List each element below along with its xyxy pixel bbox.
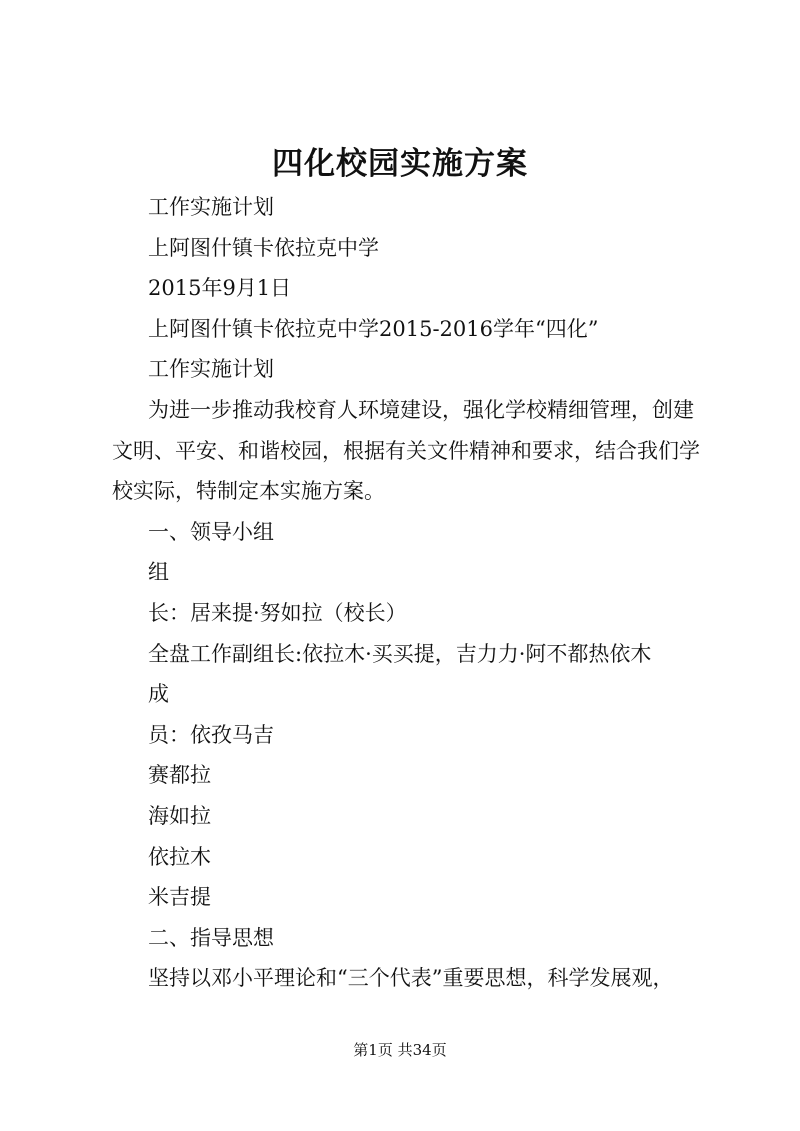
leader-line: 员：依孜马吉 (148, 722, 274, 747)
school-name-line: 上阿图什镇卡依拉克中学 (148, 235, 379, 260)
intro-line-1: 为进一步推动我校育人环境建设，强化学校精细管理，创建 (148, 397, 694, 422)
intro-line-3: 校实际，特制定本实施方案。 (112, 479, 385, 504)
member-line: 米吉提 (148, 885, 211, 910)
member-line: 海如拉 (148, 803, 211, 828)
date-line: 2015年9月1日 (148, 276, 292, 301)
section-heading-leadership: 一、领导小组 (148, 519, 274, 544)
guidance-line: 坚持以邓小平理论和“三个代表”重要思想，科学发展观， (148, 966, 674, 991)
plan-label-line: 工作实施计划 (148, 195, 274, 219)
document-title: 四化校园实施方案 (272, 146, 528, 182)
plan-subtitle-line: 上阿图什镇卡依拉克中学2015-2016学年“四化” (148, 316, 599, 341)
intro-line-2: 文明、平安、和谐校园，根据有关文件精神和要求，结合我们学 (112, 438, 700, 463)
plan-subtitle-line-2: 工作实施计划 (148, 357, 274, 382)
member-line: 依拉木 (148, 844, 211, 869)
leader-line: 成 (148, 682, 169, 707)
intro-paragraph (112, 390, 702, 512)
section-heading-guidance: 二、指导思想 (148, 925, 274, 950)
document-body (112, 187, 702, 999)
member-line: 赛都拉 (148, 763, 211, 788)
leader-line: 组 (148, 560, 169, 585)
page-number-footer: 第1页 共34页 (353, 1041, 447, 1059)
leader-line: 全盘工作副组长:依拉木·买买提，吉力力·阿不都热依木 (148, 641, 652, 666)
leader-line: 长：居来提·努如拉（校长） (148, 600, 407, 625)
